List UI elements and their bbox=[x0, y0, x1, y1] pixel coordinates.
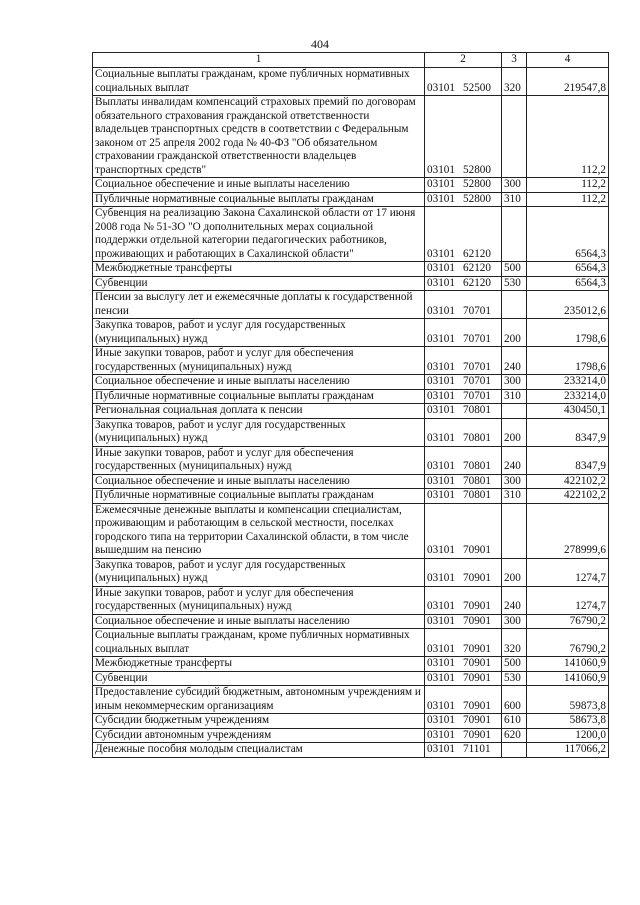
direction-code: 70901 bbox=[463, 671, 491, 684]
row-amount-cell: 430450,1 bbox=[527, 404, 609, 419]
direction-code: 70901 bbox=[463, 699, 491, 712]
row-type-cell bbox=[502, 96, 527, 178]
row-name-cell: Денежные пособия молодым специалистам bbox=[93, 743, 425, 758]
row-name-cell: Субвенции bbox=[93, 671, 425, 686]
direction-code: 70901 bbox=[463, 600, 491, 612]
row-name-cell: Социальные выплаты гражданам, кроме публичных нормативных социальных выплат bbox=[93, 68, 425, 96]
table-row bbox=[93, 291, 609, 319]
row-name-cell: Субвенция на реализацию Закона Сахалинской области от 17 июня 2008 года № 51-ЗО "О дополнительных мерах социальной поддержки отдельной категории педагогических работников, проживающих и работающих в Сахалинской области" bbox=[93, 207, 425, 262]
row-name-cell: Выплаты инвалидам компенсаций страховых премий по договорам обязательного страхования гражданской ответственности владельцев транспортных средств в соответствии с Федеральным законом от 25 апреля 2002 года № 40-ФЗ "Об обязательном страховании гражданской ответственности владельцев транспортных средств" bbox=[93, 96, 425, 178]
row-type-cell: 530 bbox=[502, 671, 527, 686]
table-row bbox=[93, 686, 609, 714]
table-row bbox=[93, 207, 609, 262]
column-header: 1 bbox=[93, 53, 425, 68]
program-code: 03101 bbox=[427, 699, 455, 712]
row-type-cell: 310 bbox=[502, 389, 527, 404]
row-name-cell: Публичные нормативные социальные выплаты гражданам bbox=[93, 192, 425, 207]
row-name-cell: Публичные нормативные социальные выплаты гражданам bbox=[93, 489, 425, 504]
row-amount-cell: 422102,2 bbox=[527, 489, 609, 504]
row-name-cell: Пенсии за выслугу лет и ежемесячные доплаты к государственной пенсии bbox=[93, 291, 425, 319]
table-row bbox=[93, 728, 609, 743]
program-code: 03101 bbox=[427, 544, 455, 556]
row-type-cell: 200 bbox=[502, 418, 527, 446]
row-type-cell: 320 bbox=[502, 68, 527, 96]
row-name-cell: Иные закупки товаров, работ и услуг для обеспечения государственных (муниципальных) нужд bbox=[93, 347, 425, 375]
row-amount-cell: 58673,8 bbox=[527, 714, 609, 729]
row-code-cell bbox=[425, 614, 502, 629]
row-name-cell: Закупка товаров, работ и услуг для государственных (муниципальных) нужд bbox=[93, 319, 425, 347]
row-code-cell bbox=[425, 389, 502, 404]
row-code-cell bbox=[425, 586, 502, 614]
row-type-cell: 200 bbox=[502, 558, 527, 586]
program-code: 03101 bbox=[427, 743, 455, 755]
row-code-cell bbox=[425, 489, 502, 504]
row-type-cell bbox=[502, 207, 527, 262]
program-code: 03101 bbox=[427, 432, 455, 444]
direction-code: 52800 bbox=[463, 192, 491, 205]
row-type-cell: 320 bbox=[502, 629, 527, 657]
row-amount-cell: 6564,3 bbox=[527, 262, 609, 277]
row-name-cell: Социальные выплаты гражданам, кроме публичных нормативных социальных выплат bbox=[93, 629, 425, 657]
direction-code: 70901 bbox=[463, 572, 491, 584]
table-row bbox=[93, 671, 609, 686]
row-amount-cell: 1200,0 bbox=[527, 728, 609, 743]
row-code-cell bbox=[425, 262, 502, 277]
row-code-cell bbox=[425, 743, 502, 758]
direction-code: 70901 bbox=[463, 657, 491, 669]
program-code: 03101 bbox=[427, 81, 455, 94]
table-body bbox=[93, 68, 609, 758]
row-name-cell: Субвенции bbox=[93, 276, 425, 291]
table-row bbox=[93, 68, 609, 96]
row-name-cell: Субсидии бюджетным учреждениям bbox=[93, 714, 425, 729]
row-code-cell bbox=[425, 207, 502, 262]
row-name-cell: Социальное обеспечение и иные выплаты населению bbox=[93, 178, 425, 193]
program-code: 03101 bbox=[427, 474, 455, 487]
row-name-cell: Субсидии автономным учреждениям bbox=[93, 728, 425, 743]
direction-code: 62120 bbox=[463, 247, 491, 260]
table-row bbox=[93, 489, 609, 504]
page-number: 404 bbox=[311, 37, 329, 51]
program-code: 03101 bbox=[427, 247, 455, 260]
row-name-cell: Межбюджетные трансферты bbox=[93, 262, 425, 277]
direction-code: 62120 bbox=[463, 262, 491, 274]
table-row bbox=[93, 375, 609, 390]
direction-code: 70701 bbox=[463, 389, 491, 402]
row-amount-cell: 112,2 bbox=[527, 178, 609, 193]
program-code: 03101 bbox=[427, 714, 455, 726]
row-type-cell: 500 bbox=[502, 657, 527, 672]
program-code: 03101 bbox=[427, 178, 455, 190]
table-row bbox=[93, 474, 609, 489]
direction-code: 70701 bbox=[463, 360, 491, 373]
direction-code: 52500 bbox=[463, 81, 491, 94]
table-row bbox=[93, 629, 609, 657]
budget-table bbox=[92, 52, 609, 758]
row-amount-cell: 59873,8 bbox=[527, 686, 609, 714]
row-type-cell: 300 bbox=[502, 178, 527, 193]
program-code: 03101 bbox=[427, 642, 455, 655]
table-row bbox=[93, 657, 609, 672]
direction-code: 70901 bbox=[463, 614, 491, 627]
row-type-cell: 530 bbox=[502, 276, 527, 291]
direction-code: 70901 bbox=[463, 728, 491, 741]
row-type-cell: 310 bbox=[502, 192, 527, 207]
row-name-cell: Закупка товаров, работ и услуг для государственных (муниципальных) нужд bbox=[93, 418, 425, 446]
row-amount-cell: 1274,7 bbox=[527, 558, 609, 586]
program-code: 03101 bbox=[427, 404, 455, 416]
row-code-cell bbox=[425, 686, 502, 714]
row-type-cell: 300 bbox=[502, 474, 527, 489]
row-amount-cell: 1798,6 bbox=[527, 347, 609, 375]
row-amount-cell: 1798,6 bbox=[527, 319, 609, 347]
row-amount-cell: 112,2 bbox=[527, 96, 609, 178]
row-type-cell: 240 bbox=[502, 586, 527, 614]
row-name-cell: Публичные нормативные социальные выплаты гражданам bbox=[93, 389, 425, 404]
row-code-cell bbox=[425, 657, 502, 672]
row-name-cell: Региональная социальная доплата к пенсии bbox=[93, 404, 425, 419]
row-amount-cell: 112,2 bbox=[527, 192, 609, 207]
program-code: 03101 bbox=[427, 163, 455, 176]
row-type-cell: 310 bbox=[502, 489, 527, 504]
row-type-cell bbox=[502, 503, 527, 558]
row-name-cell: Социальное обеспечение и иные выплаты населению bbox=[93, 474, 425, 489]
row-amount-cell: 76790,2 bbox=[527, 614, 609, 629]
row-amount-cell: 141060,9 bbox=[527, 671, 609, 686]
row-type-cell: 620 bbox=[502, 728, 527, 743]
row-type-cell bbox=[502, 404, 527, 419]
row-name-cell: Межбюджетные трансферты bbox=[93, 657, 425, 672]
column-header: 4 bbox=[527, 53, 609, 68]
direction-code: 62120 bbox=[463, 276, 491, 289]
row-code-cell bbox=[425, 404, 502, 419]
program-code: 03101 bbox=[427, 360, 455, 373]
direction-code: 70801 bbox=[463, 489, 491, 501]
column-header: 3 bbox=[502, 53, 527, 68]
row-amount-cell: 278999,6 bbox=[527, 503, 609, 558]
row-type-cell: 200 bbox=[502, 319, 527, 347]
table-row bbox=[93, 276, 609, 291]
row-code-cell bbox=[425, 418, 502, 446]
row-name-cell: Предоставление субсидий бюджетным, автономным учреждениям и иным некоммерческим организациям bbox=[93, 686, 425, 714]
table-row bbox=[93, 418, 609, 446]
row-code-cell bbox=[425, 671, 502, 686]
table-row bbox=[93, 558, 609, 586]
row-amount-cell: 117066,2 bbox=[527, 743, 609, 758]
program-code: 03101 bbox=[427, 375, 455, 387]
program-code: 03101 bbox=[427, 389, 455, 402]
direction-code: 71101 bbox=[463, 743, 491, 755]
row-type-cell: 600 bbox=[502, 686, 527, 714]
row-type-cell: 500 bbox=[502, 262, 527, 277]
direction-code: 70801 bbox=[463, 474, 491, 487]
table-row bbox=[93, 404, 609, 419]
program-code: 03101 bbox=[427, 600, 455, 612]
direction-code: 70901 bbox=[463, 714, 491, 726]
table-row bbox=[93, 586, 609, 614]
table-row bbox=[93, 446, 609, 474]
row-code-cell bbox=[425, 192, 502, 207]
program-code: 03101 bbox=[427, 489, 455, 501]
direction-code: 70901 bbox=[463, 642, 491, 655]
row-amount-cell: 8347,9 bbox=[527, 418, 609, 446]
direction-code: 70801 bbox=[463, 460, 491, 472]
program-code: 03101 bbox=[427, 657, 455, 669]
row-code-cell bbox=[425, 714, 502, 729]
row-amount-cell: 219547,8 bbox=[527, 68, 609, 96]
table-row bbox=[93, 319, 609, 347]
row-code-cell bbox=[425, 474, 502, 489]
table-row bbox=[93, 743, 609, 758]
direction-code: 70901 bbox=[463, 544, 491, 556]
program-code: 03101 bbox=[427, 332, 455, 345]
row-code-cell bbox=[425, 276, 502, 291]
row-code-cell bbox=[425, 446, 502, 474]
program-code: 03101 bbox=[427, 276, 455, 289]
program-code: 03101 bbox=[427, 304, 455, 317]
row-name-cell: Социальное обеспечение и иные выплаты населению bbox=[93, 614, 425, 629]
program-code: 03101 bbox=[427, 728, 455, 741]
direction-code: 70701 bbox=[463, 304, 491, 317]
direction-code: 70701 bbox=[463, 332, 491, 345]
program-code: 03101 bbox=[427, 262, 455, 274]
direction-code: 70801 bbox=[463, 404, 491, 416]
table-header-row bbox=[93, 53, 609, 68]
row-type-cell: 300 bbox=[502, 614, 527, 629]
row-code-cell bbox=[425, 503, 502, 558]
table-row bbox=[93, 262, 609, 277]
program-code: 03101 bbox=[427, 460, 455, 472]
row-amount-cell: 8347,9 bbox=[527, 446, 609, 474]
row-amount-cell: 422102,2 bbox=[527, 474, 609, 489]
row-type-cell: 300 bbox=[502, 375, 527, 390]
row-name-cell: Закупка товаров, работ и услуг для государственных (муниципальных) нужд bbox=[93, 558, 425, 586]
row-name-cell: Ежемесячные денежные выплаты и компенсации специалистам, проживающим и работающим в сельской местности, поселках городского типа на территории Сахалинской области, в том числе вышедшим на пенсию bbox=[93, 503, 425, 558]
row-code-cell bbox=[425, 375, 502, 390]
direction-code: 70701 bbox=[463, 375, 491, 387]
row-amount-cell: 233214,0 bbox=[527, 389, 609, 404]
table-row bbox=[93, 178, 609, 193]
row-code-cell bbox=[425, 291, 502, 319]
row-amount-cell: 1274,7 bbox=[527, 586, 609, 614]
table-row bbox=[93, 96, 609, 178]
row-amount-cell: 141060,9 bbox=[527, 657, 609, 672]
row-code-cell bbox=[425, 347, 502, 375]
row-code-cell bbox=[425, 558, 502, 586]
row-code-cell bbox=[425, 68, 502, 96]
row-name-cell: Иные закупки товаров, работ и услуг для обеспечения государственных (муниципальных) нужд bbox=[93, 446, 425, 474]
table-row bbox=[93, 503, 609, 558]
program-code: 03101 bbox=[427, 192, 455, 205]
program-code: 03101 bbox=[427, 671, 455, 684]
row-code-cell bbox=[425, 319, 502, 347]
row-code-cell bbox=[425, 178, 502, 193]
row-amount-cell: 233214,0 bbox=[527, 375, 609, 390]
row-type-cell bbox=[502, 743, 527, 758]
table-row bbox=[93, 614, 609, 629]
row-amount-cell: 6564,3 bbox=[527, 276, 609, 291]
direction-code: 70801 bbox=[463, 432, 491, 444]
program-code: 03101 bbox=[427, 614, 455, 627]
row-code-cell bbox=[425, 728, 502, 743]
table-row bbox=[93, 347, 609, 375]
row-amount-cell: 76790,2 bbox=[527, 629, 609, 657]
table-row bbox=[93, 714, 609, 729]
row-type-cell: 610 bbox=[502, 714, 527, 729]
row-amount-cell: 6564,3 bbox=[527, 207, 609, 262]
table-row bbox=[93, 389, 609, 404]
row-code-cell bbox=[425, 96, 502, 178]
row-code-cell bbox=[425, 629, 502, 657]
column-header: 2 bbox=[425, 53, 502, 68]
program-code: 03101 bbox=[427, 572, 455, 584]
row-amount-cell: 235012,6 bbox=[527, 291, 609, 319]
row-name-cell: Иные закупки товаров, работ и услуг для обеспечения государственных (муниципальных) нужд bbox=[93, 586, 425, 614]
row-name-cell: Социальное обеспечение и иные выплаты населению bbox=[93, 375, 425, 390]
table-row bbox=[93, 192, 609, 207]
row-type-cell: 240 bbox=[502, 347, 527, 375]
row-type-cell: 240 bbox=[502, 446, 527, 474]
row-type-cell bbox=[502, 291, 527, 319]
direction-code: 52800 bbox=[463, 163, 491, 176]
direction-code: 52800 bbox=[463, 178, 491, 190]
